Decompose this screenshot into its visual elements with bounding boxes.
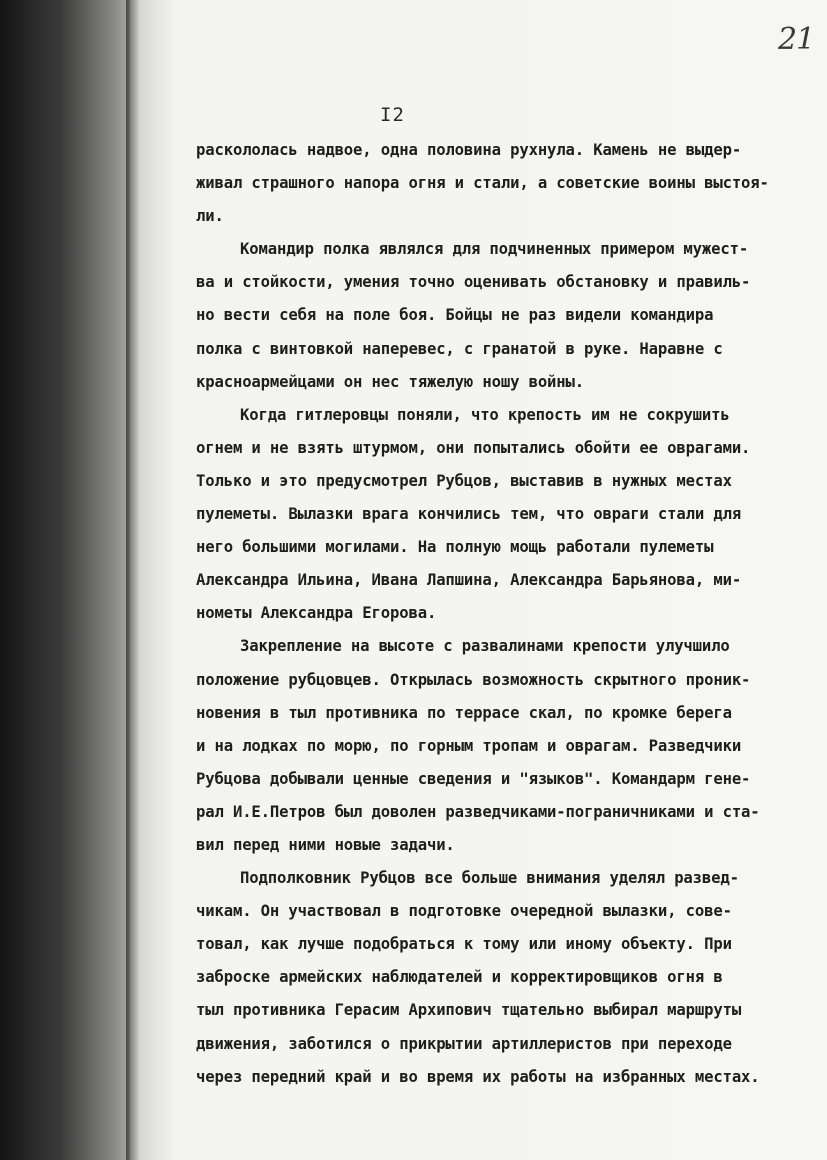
text-line: него большими могилами. На полную мощь работали пулеметы xyxy=(196,538,714,557)
text-line: Подполковник Рубцов все больше внимания уделял развед- xyxy=(240,869,739,888)
typewritten-text-body xyxy=(196,134,796,1094)
text-line: вил перед ними новые задачи. xyxy=(196,835,455,854)
text-line: заброске армейских наблюдателей и корректировщиков огня в xyxy=(196,968,723,987)
text-line: товал, как лучше подобраться к тому или иному объекту. При xyxy=(196,935,732,954)
text-line: ва и стойкости, умения точно оценивать обстановку и правиль- xyxy=(196,273,751,292)
text-line: движения, заботился о прикрытии артиллеристов при переходе xyxy=(196,1034,732,1053)
handwritten-page-mark: 21 xyxy=(778,22,815,57)
text-line: положение рубцовцев. Открылась возможность скрытного проник- xyxy=(196,670,751,689)
text-line: рал И.Е.Петров был доволен разведчиками-пограничниками и ста- xyxy=(196,802,760,821)
sheet-edge-shadow xyxy=(126,0,140,1160)
text-line: тыл противника Герасим Архипович тщательно выбирал маршруты xyxy=(196,1001,742,1020)
text-line: Когда гитлеровцы поняли, что крепость им не сокрушить xyxy=(240,405,730,424)
text-line: Рубцова добывали ценные сведения и "языков". Командарм гене- xyxy=(196,769,751,788)
text-line: красноармейцами он нес тяжелую ношу войны. xyxy=(196,372,585,391)
text-line: чикам. Он участвовал в подготовке очередной вылазки, сове- xyxy=(196,902,732,921)
text-line: Командир полка являлся для подчиненных примером мужест- xyxy=(240,240,749,259)
text-line: пулеметы. Вылазки врага кончились тем, что овраги стали для xyxy=(196,505,742,524)
page-number: I2 xyxy=(380,104,405,126)
text-line: Закрепление на высоте с развалинами крепости улучшило xyxy=(240,637,730,656)
text-line: огнем и не взять штурмом, они попытались обойти ее оврагами. xyxy=(196,438,751,457)
text-line: и на лодках по морю, по горным тропам и оврагам. Разведчики xyxy=(196,736,742,755)
text-line: нометы Александра Егорова. xyxy=(196,604,437,623)
text-line: но вести себя на поле боя. Бойцы не раз видели командира xyxy=(196,306,714,325)
text-line: раскололась надвое, одна половина рухнула. Камень не выдер- xyxy=(196,141,742,159)
text-line: ли. xyxy=(196,207,224,226)
text-line: полка с винтовкой наперевес, с гранатой в руке. Наравне с xyxy=(196,339,723,358)
text-line: Только и это предусмотрел Рубцов, выставив в нужных местах xyxy=(196,471,732,490)
text-line: Александра Ильина, Ивана Лапшина, Александра Барьянова, ми- xyxy=(196,571,742,590)
text-line: новения в тыл противника по террасе скал, по кромке берега xyxy=(196,703,732,722)
text-line: через передний край и во время их работы на избранных местах. xyxy=(196,1067,760,1086)
text-line: живал страшного напора огня и стали, а советские воины выстоя- xyxy=(196,174,769,193)
